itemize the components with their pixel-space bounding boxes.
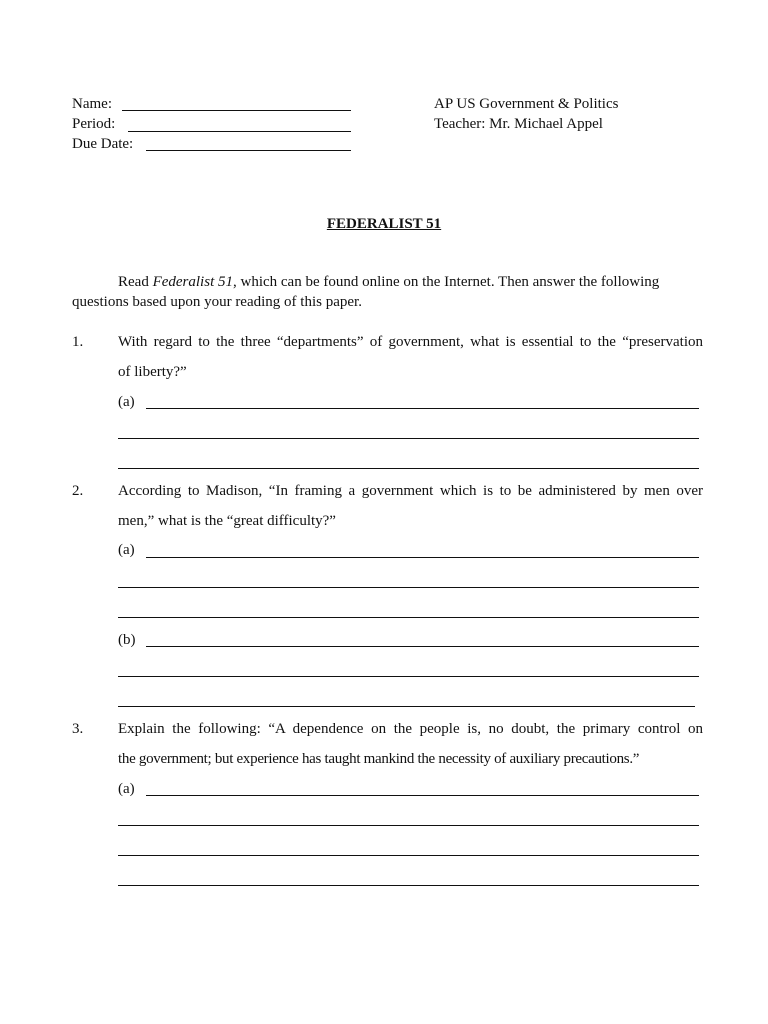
question-1-line-1: With regard to the three “departments” of government, what is essential to the “preservation: [118, 334, 703, 350]
question-2-number: 2.: [72, 483, 84, 499]
question-3-answer-line-4[interactable]: [118, 885, 699, 886]
question-1-answer-line-2[interactable]: [118, 438, 699, 439]
question-3-number: 3.: [72, 721, 84, 737]
intro-text-after: , which can be found online on the Internet. Then answer the following: [232, 274, 660, 290]
question-2-answer-line-a[interactable]: [146, 557, 699, 558]
question-2-line-1: According to Madison, “In framing a government which is to be administered by men over: [118, 483, 703, 499]
question-3-answer-line-3[interactable]: [118, 855, 699, 856]
question-3-line-2: the government; but experience has taught mankind the necessity of auxiliary precautions.”: [118, 751, 640, 767]
question-2-answer-line-2[interactable]: [118, 587, 699, 588]
question-1-line-2: of liberty?”: [118, 364, 187, 380]
question-1-part-a-label: (a): [118, 394, 135, 410]
question-2-part-a-label: (a): [118, 542, 135, 558]
question-2-answer-line-5[interactable]: [118, 676, 699, 677]
question-1-answer-line-3[interactable]: [118, 468, 699, 469]
due-date-label: Due Date:: [72, 136, 134, 152]
page-title: FEDERALIST 51: [326, 216, 442, 232]
due-date-blank-line[interactable]: [146, 150, 351, 151]
question-2-answer-line-b[interactable]: [146, 646, 699, 647]
name-label: Name:: [72, 96, 112, 112]
question-1-answer-line-a[interactable]: [146, 408, 699, 409]
intro-text-italic: Federalist 51: [152, 274, 233, 290]
period-blank-line[interactable]: [128, 131, 351, 132]
question-2-part-b-label: (b): [118, 632, 136, 648]
name-blank-line[interactable]: [122, 110, 351, 111]
question-3-part-a-label: (a): [118, 781, 135, 797]
intro-text-before: Read: [118, 274, 153, 290]
question-3-answer-line-a[interactable]: [146, 795, 699, 796]
teacher-name: Teacher: Mr. Michael Appel: [434, 116, 603, 132]
question-2-answer-line-6[interactable]: [118, 706, 695, 707]
question-2-line-2: men,” what is the “great difficulty?”: [118, 513, 336, 529]
question-2-answer-line-3[interactable]: [118, 617, 699, 618]
period-label: Period:: [72, 116, 116, 132]
question-3-answer-line-2[interactable]: [118, 825, 699, 826]
course-name: AP US Government & Politics: [434, 96, 619, 112]
intro-line-1: [118, 273, 659, 291]
question-1-number: 1.: [72, 334, 84, 350]
question-3-line-1: Explain the following: “A dependence on the people is, no doubt, the primary control on: [118, 721, 703, 737]
intro-line-2: questions based upon your reading of this paper.: [72, 294, 362, 310]
